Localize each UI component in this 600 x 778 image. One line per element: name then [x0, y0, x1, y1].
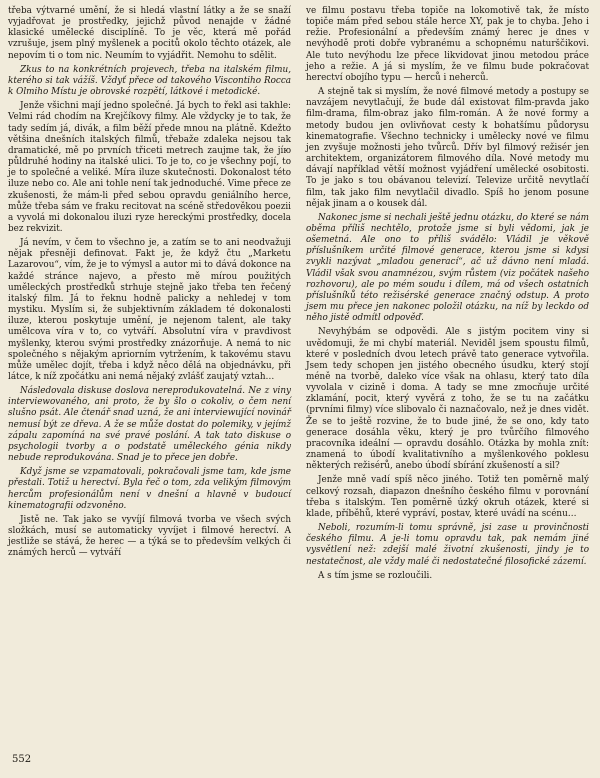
question-paragraph: Zkus to na konkrétních projevech, třeba na italském filmu, kterého si tak vážíš. Vždyť přece od takového Viscontiho Rocca k Olmiho Místu je obrovské rozpětí, látkové i metodické. [8, 64, 291, 98]
question-paragraph: Nakonec jsme si nechali ještě jednu otázku, do které se nám oběma příliš nechtělo, protože jsme si byli vědomi, jak je ošemetná. Ale ono to příliš svádělo: Vládil je věkově příslušníkem určité filmové generace, kterou jsme si kdysi zvykli nazývat „mladou generací“, ač už dávno není mladá. Vládil však svou anamnézou, svým růstem (viz počátek našeho rozhovoru), ale po mém soudu i dílem, má od všech ostatních příslušníků této režisérské generace značný odstup. A proto jsem mu přece jen nakonec položil otázku, na níž by leckdo od něho jistě odmítl odpověď. [306, 212, 589, 324]
answer-paragraph: Jenže všichni mají jedno společné. Já bych to řekl asi takhle: Velmi rád chodím na Krejčíkovy filmy. Ale vždycky je to tak, že tady sedím já, divák, a film běží předе mnou na plátně. Kdežto většina dnešních italských filmů, třebaže zdaleka nejsou tak dramatické, mě po prvních třiceti metrech zaujme tak, že jíю půldruhé hodiny na italské ulici. To je to, co je všechny pojí, to je to společné a veliké. Míra iluze skutečnosti. Dokonalost této iluze nebo co. Ale ani tohle není tak jednoduché. Vime přece ze zkušenosti, že mám-li před sebou opravdu geniálního herce, může třeba sám ve fraku recitovat na scéně středověkou poezii a vyvolá mi dokonalou iluzi ryze hereckými prostředky, docela bez rekvizit. [8, 101, 291, 234]
question-paragraph: Následovala diskuse doslova nereprodukovatelná. Ne z viny interviewovaného, ani proto, že by šlo o cokoliv, o čem není slušno psát. Ale čtenář snad uzná, že ani interviewující novinář nemusí být ze dřeva. A že se může dostat do polemiky, v jejímž zápalu zapomíná na své pravé poslání. A tak tato diskuse o psychologii tvorby a o podstatě uměleckého génia nikdy nebude reprodukována. Snad je to přece jen dobře. [8, 386, 291, 464]
answer-paragraph: A s tím jsme se rozloučili. [318, 570, 433, 581]
answer-paragraph: Jenže mně vadí spíš něco jiného. Totiž ten poměrně malý celkový rozsah, diapazon dnešního českého filmu v porovnání třeba s italským. Ten poměrně úzký okruh otázek, které si klade, příběhů, které vypráví, postav, které uvádí na scénu… [306, 475, 589, 519]
left-column [8, 6, 291, 563]
right-column [306, 6, 589, 585]
question-paragraph: Neboli, rozumím-li tomu správně, jsi zase u provinčnosti českého filmu. A je-li tomu opravdu tak, pak nemám jiné vysvětlení než: zdejší malé životní zkušenosti, jindy je to nestatečnost, ale vždy malé či nedostatečné filosofické zázemí. [306, 523, 589, 567]
answer-paragraph: Nevyhýbám se odpovědi. Ale s jistým pocitem viny si uvědomuji, že mi chybí materiál. Neviděl jsem spoustu filmů, které v posledních dvou letech právě tato generace vytvořila. Jsem tedy schopen jen jistého obecného úsudku, který stojí méně na tvorbě, daleko více však na ohlasu, který tato díla vyvolala v cizině i doma. A tady se mne zmocňuje určité zklamání, pocit, který vyvěrá z toho, že se tu na začátku (prvními filmy) více slibovalo či naznačovalo, než je dnes vidět. Že se to ještě rozvine, že to bude jiné, že se ono, kdy tato generace dosáhla věku, který je pro tvůrčího filmového pracovníka ideální — opravdu dosáhlo. Otázka by mohla znít: znamená to úbodí kvalitativního a myšlenkového poklesu některých režisérů, anebo úbodí sbírání zkušeností a sil? [306, 327, 589, 472]
answer-paragraph: Já nevím, v čem to všechno je, a zatím se to ani neodvažuji nějak přesněji definovat. Fakt je, že když čtu „Marketu Lazarovou“, vím, že je to výmysl a autor mi to dává dokonce na každé stránce najevo, a přesto mě mírou použitých uměleckých prostředků strhuje stejně jako třeba ten řečený italský film. Já to řeknu hodně palicky a nehledej v tom mystiku. Myslím si, že subjektivním základem té dokonalosti iluze, kterou poskytuje umění, je nejenom talent, ale taky umělcova víra v to, co vytváří. Absolutní víra v pravdivost myšlenky, kterou svými prostředky znázorňuje. A nemá to nic společného s nějakým apriorním vytržením, k takovému stavu může umělec dojít, třeba i když něco dělá na objednávku, při látce, k níž zpočátku ani nemá nějaký zvlášť zaujatý vztah… [8, 238, 291, 382]
question-paragraph: Když jsme se vzpamatovali, pokračovali jsme tam, kde jsme přestali. Totiž u herectví. Byla řeč o tom, zda velikým filmovým hercům profesionálům není v dnešní a hlavně v budoucí kinematografii odzvoněno. [8, 467, 291, 511]
page-number: 552 [12, 754, 32, 765]
answer-paragraph: třeba výtvarné umění, že si hledá vlastní látky a že se snaží vyjadřovat je prostředky, jejichž původ nenajde v žádné klasické umělecké disciplíně. To je věc, která mě pořád vzrušuje, jsem plný myšlenek a pocitů okolo těchto otázek, ale nepovím ti o tom nic. Neumím to vyjádřit. Nemohu to sdělit. [8, 6, 291, 61]
answer-paragraph: Jistě ne. Tak jako se vyvíjí filmová tvorba ve všech svých složkách, musí se automaticky vyvíjet i filmové herectví. A jestliže se stává, že herec — a týká se to především velkých či známých herců — vytváří [8, 514, 291, 559]
answer-paragraph: A stejně tak si myslím, že nové filmové metody a postupy se navzájem nevytlačují, že bude dál existovat film-pravda jako film-drama, film-obraz jako film-román. A že nové formy a metody budou jen ovlivňovat cesty k bohatšímu půdorysu kinematografie. Všechno technicky i umělecky nové ve filmu jen zvyšuje možnosti jeho tvůrců. Dřív byl filmový režisér jen architektem, organizátorem filmového díla. Nové metody mu dávají například větší možnost vyjádření umělecké osobitosti. To je jako s tou obávanou televizí. Televize určitě nevytlačí film, tak jako film nevytlačil divadlo. Spíš ho jenom posune nějak jinam a o kousek dál. [306, 87, 589, 209]
answer-paragraph: ve filmu postavu třeba topiče na lokomotivě tak, že místo topiče mám před sebou stále herce XY, pak je to chyba. Jeho i režie. Profesionální a především známý herec je dnes v nevýhodě proti dobře vybranému a schopnému naturščikovi. Ale tuto nevýhodu lze přece likvidovat jinou metodou práce jeho a režie. A já si myslím, že ve filmu bude pokračovat herectví obojího typu — herců i neherců. [306, 6, 589, 83]
